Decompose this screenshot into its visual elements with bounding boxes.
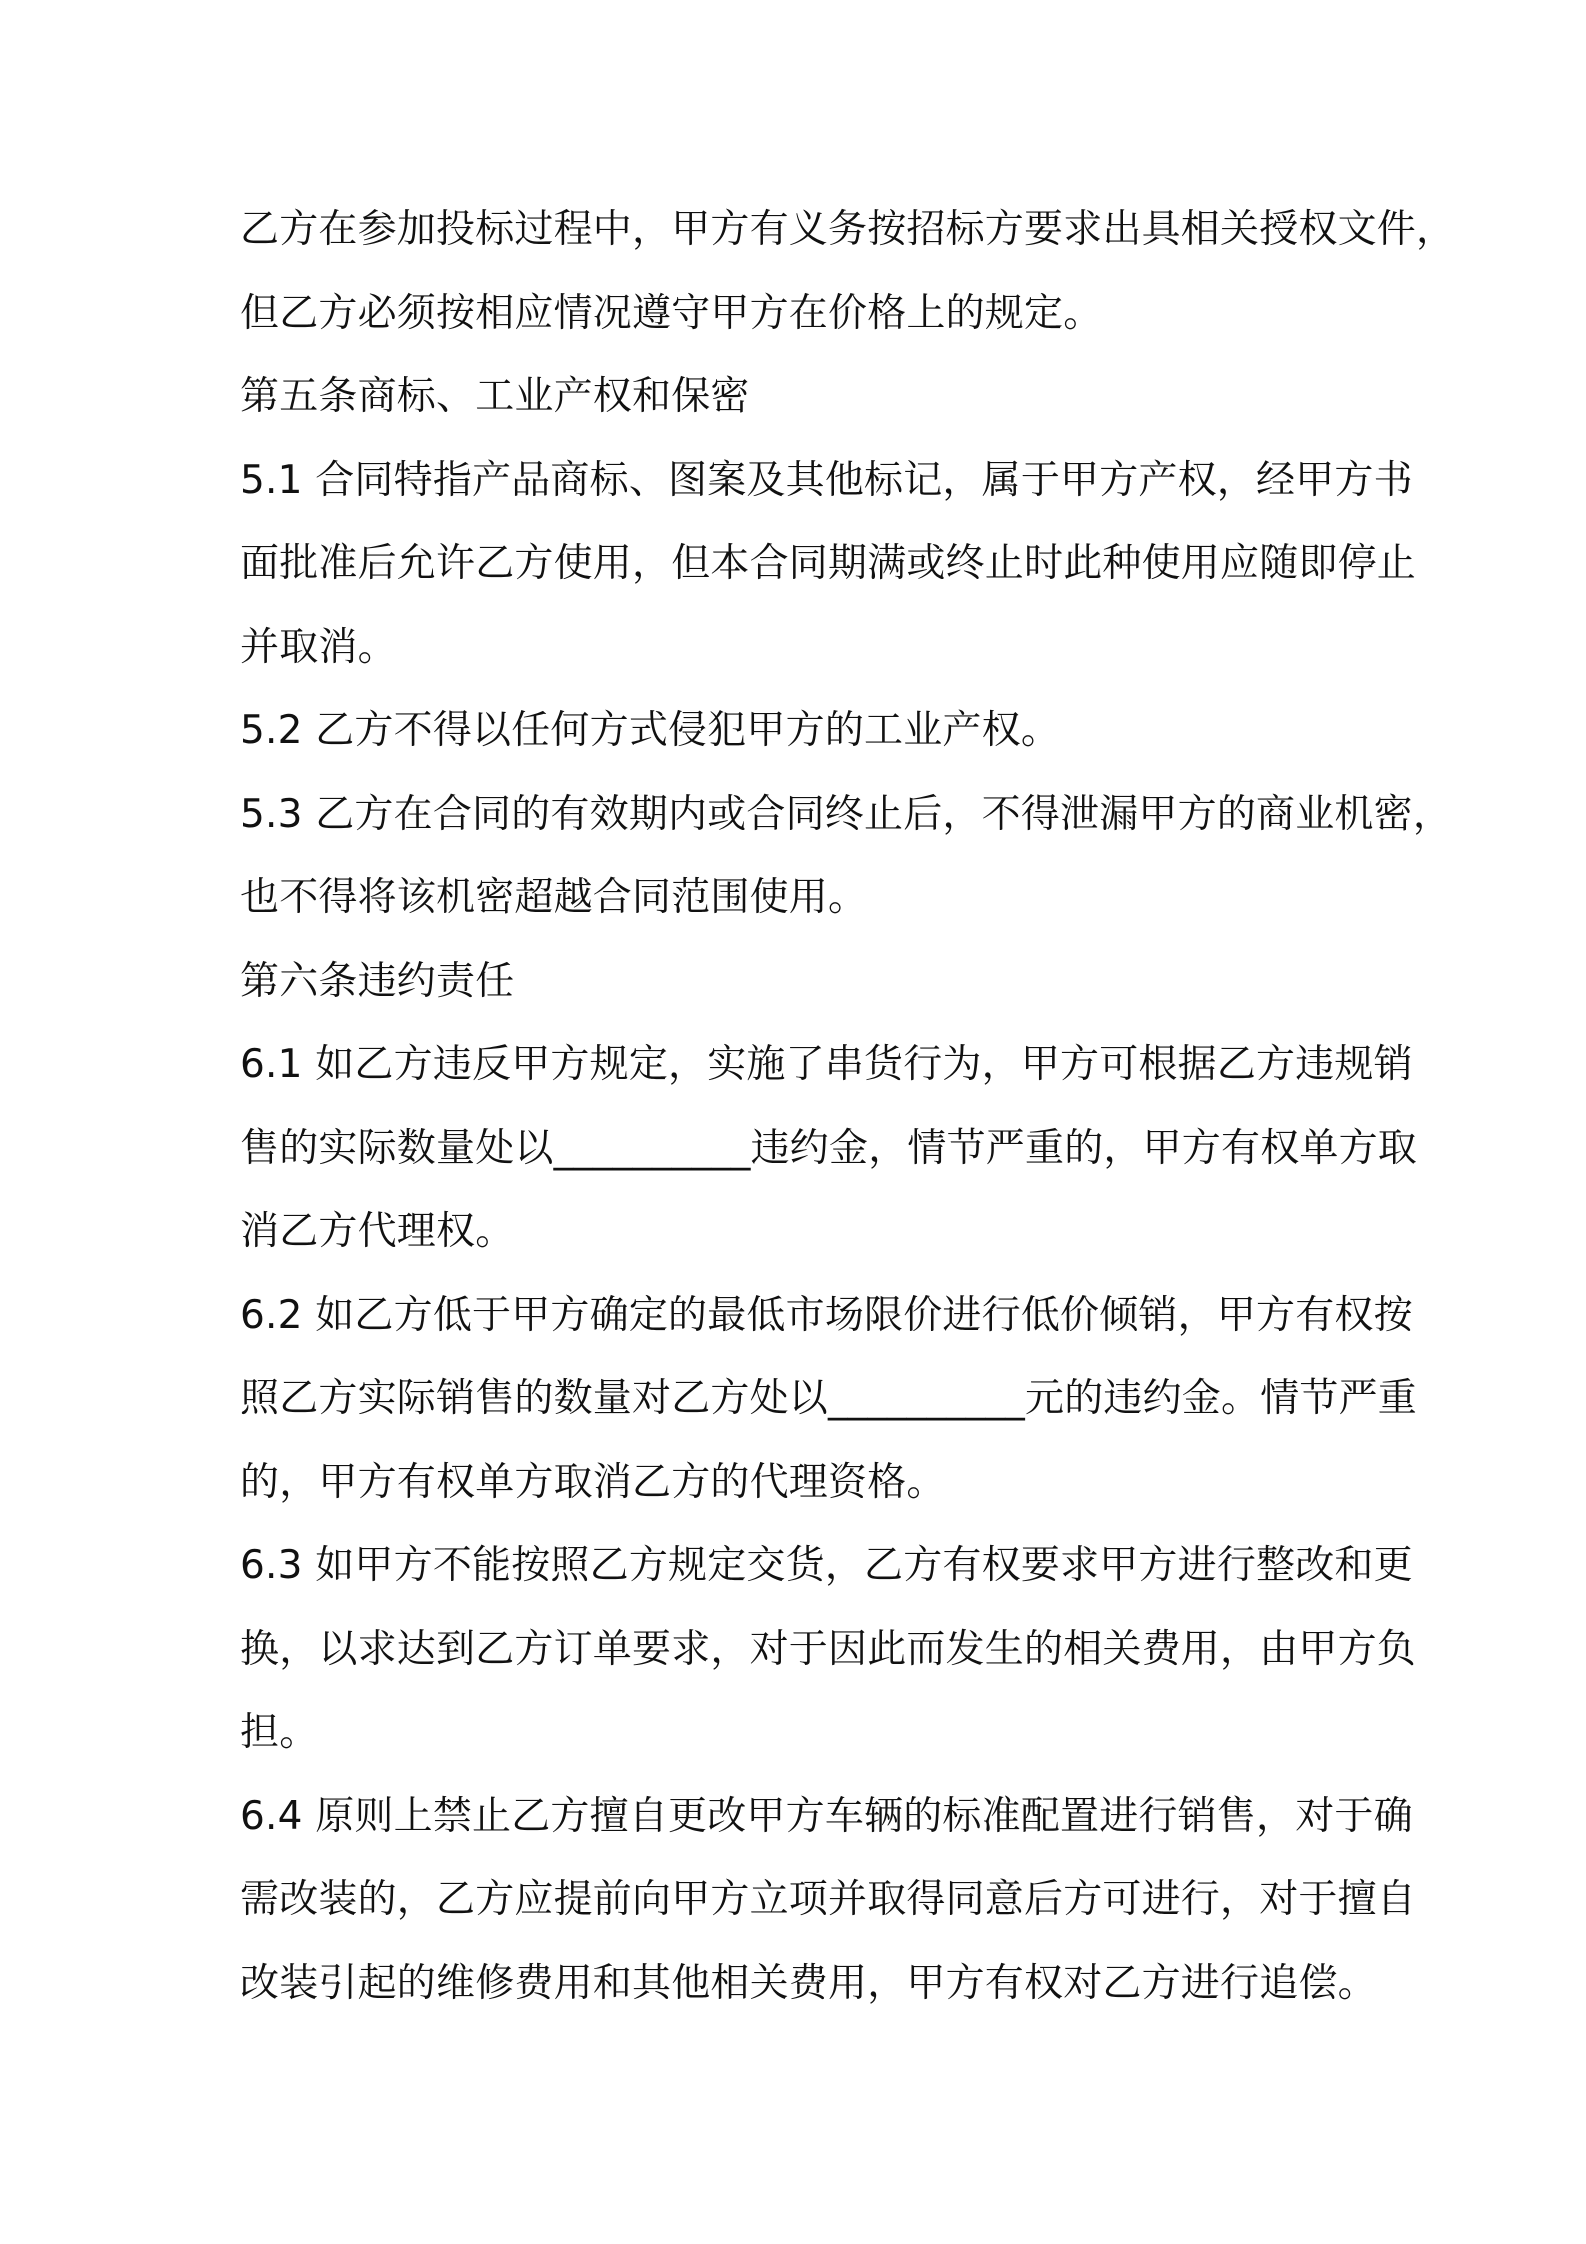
text-line: 6.2 如乙方低于甲方确定的最低市场限价进行低价倾销，甲方有权按 [240,1292,1413,1338]
text-line: 6.3 如甲方不能按照乙方规定交货，乙方有权要求甲方进行整改和更 [240,1543,1413,1588]
text-line: 6.4 原则上禁止乙方擅自更改甲方车辆的标准配置进行销售，对于确 [240,1793,1413,1839]
text-line: 担。 [240,1710,319,1755]
document-body [240,188,1456,2025]
text-line: 5.3 乙方在合同的有效期内或合同终止后，不得泄漏甲方的商业机密， [240,791,1453,837]
text-line: 也不得将该机密超越合同范围使用。 [240,875,868,920]
text-line: 乙方在参加投标过程中，甲方有义务按招标方要求出具相关授权文件， [240,207,1456,252]
section-heading: 第六条违约责任 [240,958,515,1004]
text-line: 售的实际数量处以__________违约金，情节严重的，甲方有权单方取 [240,1125,1418,1171]
section-heading: 第五条商标、工业产权和保密 [240,374,750,419]
text-line: 面批准后允许乙方使用，但本合同期满或终止时此种使用应随即停止 [240,541,1417,586]
text-line: 改装引起的维修费用和其他相关费用，甲方有权对乙方进行追偿。 [240,1960,1377,2006]
text-line: 照乙方实际销售的数量对乙方处以__________元的违约金。情节严重 [240,1376,1418,1421]
text-line: 6.1 如乙方违反甲方规定，实施了串货行为，甲方可根据乙方违规销 [240,1042,1413,1087]
text-line: 5.2 乙方不得以任何方式侵犯甲方的工业产权。 [240,708,1061,753]
text-line: 并取消。 [240,624,397,670]
text-line: 但乙方必须按相应情况遵守甲方在价格上的规定。 [240,290,1103,336]
text-line: 换，以求达到乙方订单要求，对于因此而发生的相关费用，由甲方负 [240,1626,1417,1672]
text-line: 需改装的，乙方应提前向甲方立项并取得同意后方可进行，对于擅自 [240,1877,1417,1922]
text-line: 消乙方代理权。 [240,1209,515,1254]
text-line: 5.1 合同特指产品商标、图案及其他标记，属于甲方产权，经甲方书 [240,457,1413,503]
text-line: 的，甲方有权单方取消乙方的代理资格。 [240,1459,946,1505]
